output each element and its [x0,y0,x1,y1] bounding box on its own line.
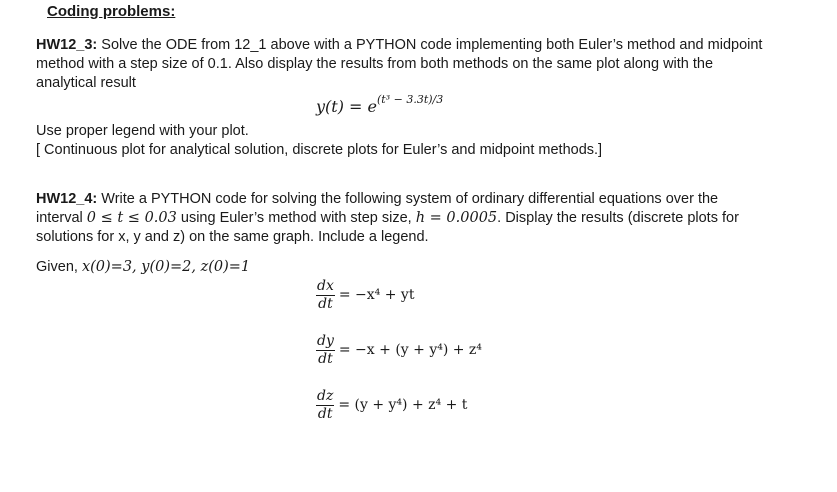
ode-dx [316,278,414,313]
equation-lhs: y(t) [316,97,344,116]
hw12-3-label: HW12_3: [36,37,98,53]
hw12-3-line-2: method with a step size of 0.1. Also display the results from both methods on the same plot along with the [36,56,714,72]
dy-dt-fraction [316,333,335,368]
hw12-4-line-2-post: . Display the results (discrete plots for [497,210,739,226]
hw12-4-line-3: solutions for x, y and z) on the same graph. Include a legend. [36,229,429,245]
dx-numerator: dx [317,278,334,294]
analytical-equation [316,92,444,117]
equation-exponent: (t³ − 3.3t)/3 [377,92,444,106]
dy-denominator: dt [318,351,333,367]
hw12-3-line-1 [36,36,816,55]
hw12-4-line-2-mid: using Euler’s method with step size, [176,210,416,226]
given-values: x(0)=3, y(0)=2, z(0)=1 [81,259,251,275]
dx-rhs: = −x⁴ + yt [338,287,415,303]
dz-numerator: dz [317,388,334,404]
initial-conditions [36,258,816,277]
interval-expression: 0 ≤ t ≤ 0.03 [86,210,177,226]
step-size-expression: h = 0.0005 [415,210,498,226]
given-label: Given, [36,259,78,275]
dy-numerator: dy [317,333,334,349]
section-heading: Coding problems: [47,3,176,20]
dz-dt-fraction [316,388,334,423]
dz-denominator: dt [317,406,333,422]
hw12-4-label: HW12_4: [36,191,98,207]
dx-denominator: dt [318,296,333,312]
hw12-4-text: Write a PYTHON code for solving the following system of ordinary differential equations over the [97,191,719,207]
legend-note: Use proper legend with your plot. [36,123,249,139]
hw12-3-text: Solve the ODE from 12_1 above with a PYTHON code implementing both Euler’s method and midpoint [97,37,763,53]
equation-base: e [367,97,377,116]
ode-dz [316,388,467,423]
equation-equals: = [343,97,368,116]
dy-rhs: = −x + (y + y⁴) + z⁴ [338,342,482,358]
plot-note: [ Continuous plot for analytical solution, discrete plots for Euler’s and midpoint methods.] [36,142,603,158]
hw12-3-line-3: analytical result [36,75,136,91]
hw12-4-line-2-pre: interval [36,210,87,226]
hw12-4-line-1 [36,190,816,209]
dx-dt-fraction [316,278,335,313]
ode-dy [316,333,482,368]
dz-rhs: = (y + y⁴) + z⁴ + t [338,397,468,413]
hw12-4-line-2 [36,209,816,228]
